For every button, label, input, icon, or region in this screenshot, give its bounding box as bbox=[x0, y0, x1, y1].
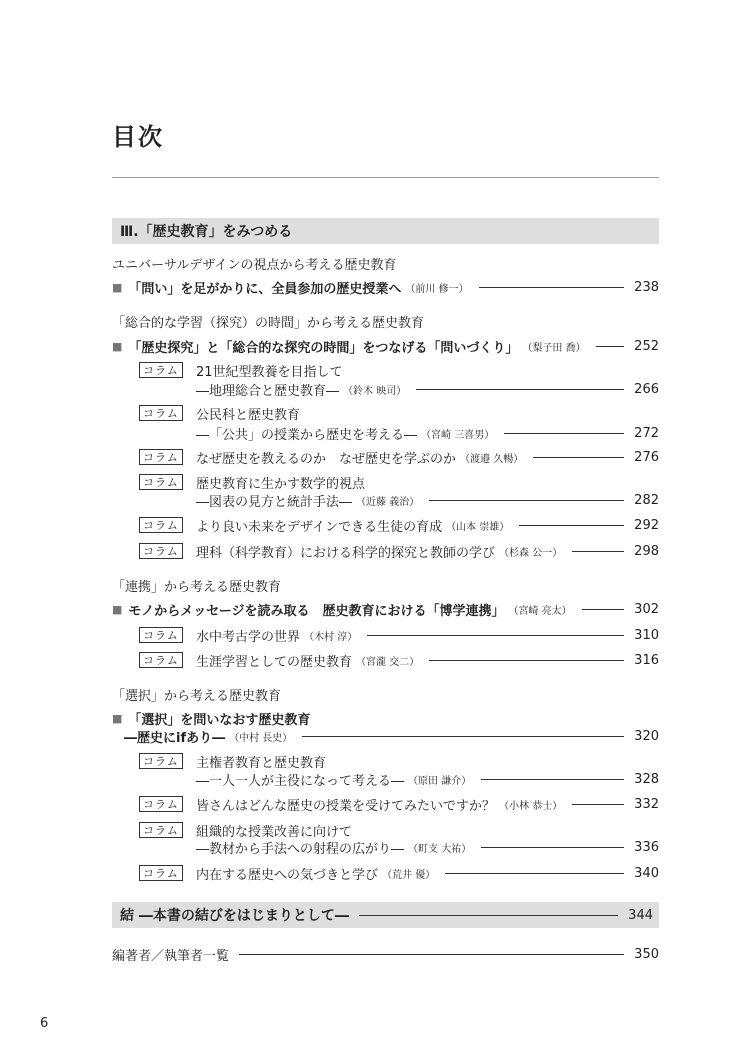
entry-page: 328 bbox=[634, 771, 659, 787]
column-entry[interactable] bbox=[196, 424, 659, 442]
group-heading: 「選択」から考える歴史教育 bbox=[112, 688, 282, 704]
group-heading: ユニバーサルデザインの視点から考える歴史教育 bbox=[112, 257, 397, 273]
column-title: より良い未来をデザインできる生徒の育成 bbox=[196, 519, 443, 535]
column-title: 主権者教育と歴史教育 bbox=[196, 755, 327, 771]
entry-page: 272 bbox=[634, 425, 659, 441]
column-tag: コラム bbox=[139, 543, 183, 559]
entry-author: （山本 崇雄） bbox=[446, 521, 510, 533]
entry-page: 282 bbox=[634, 492, 659, 508]
column-title: なぜ歴史を教えるのか なぜ歴史を学ぶのか bbox=[196, 451, 457, 467]
column-tag: コラム bbox=[139, 822, 183, 838]
column-entry[interactable] bbox=[196, 770, 659, 788]
entry-author: （原田 謙介） bbox=[408, 775, 472, 787]
column-tag: コラム bbox=[139, 796, 183, 812]
column-title: 公民科と歴史教育 bbox=[196, 407, 301, 423]
entry-page: 336 bbox=[634, 839, 659, 855]
entry-page: 252 bbox=[634, 338, 659, 354]
editors-entry[interactable] bbox=[112, 945, 659, 963]
entry-author: （木村 淳） bbox=[304, 631, 358, 643]
column-tag: コラム bbox=[139, 517, 183, 533]
entry-page: 276 bbox=[634, 449, 659, 465]
toc-entry[interactable] bbox=[112, 278, 659, 296]
entry-subtitle: ―歴史にifあり― bbox=[124, 730, 226, 746]
toc-entry[interactable] bbox=[112, 337, 659, 355]
entry-page: 316 bbox=[634, 652, 659, 668]
column-title: 組織的な授業改善に向けて bbox=[196, 824, 353, 840]
entry-page: 302 bbox=[634, 601, 659, 617]
leader-line bbox=[572, 804, 624, 805]
column-tag: コラム bbox=[139, 652, 183, 668]
column-subtitle: ―教材から手法への射程の広がり― bbox=[196, 841, 405, 857]
leader-line bbox=[481, 847, 624, 848]
page-title: 目次 bbox=[112, 123, 164, 151]
column-title: 皆さんはどんな歴史の授業を受けてみたいですか？ bbox=[196, 798, 496, 814]
leader-line bbox=[302, 736, 624, 737]
column-entry[interactable] bbox=[196, 491, 659, 509]
square-bullet-icon: ■ bbox=[112, 339, 123, 353]
column-title: 歴史教育に生かす数学的視点 bbox=[196, 476, 366, 492]
column-title: 理科（科学教育）における科学的探究と教師の学び bbox=[196, 545, 496, 561]
leader-line bbox=[416, 389, 624, 390]
leader-line bbox=[533, 457, 624, 458]
group-heading: 「総合的な学習（探究）の時間」から考える歴史教育 bbox=[112, 315, 425, 331]
entry-author: （近藤 義治） bbox=[356, 496, 420, 508]
column-entry[interactable] bbox=[196, 838, 659, 856]
column-entry[interactable] bbox=[196, 448, 659, 466]
leader-line bbox=[239, 954, 624, 955]
column-entry[interactable] bbox=[196, 380, 659, 398]
column-entry[interactable] bbox=[196, 516, 659, 534]
title-divider bbox=[112, 177, 659, 178]
column-subtitle: ―図表の見方と統計手法― bbox=[196, 494, 353, 510]
editors-label: 編著者／執筆者一覧 bbox=[112, 948, 230, 964]
entry-author: （宮崎 三喜男） bbox=[421, 429, 495, 441]
square-bullet-icon: ■ bbox=[112, 602, 123, 616]
column-tag: コラム bbox=[139, 865, 183, 881]
entry-title: 「選択」を問いなおす歴史教育 bbox=[128, 712, 311, 728]
entry-title: 「歴史探究」と「総合的な探究の時間」をつなげる「問いづくり」 bbox=[128, 340, 519, 356]
section-label: Ⅲ.「歴史教育」をみつめる bbox=[120, 224, 293, 240]
leader-line bbox=[572, 551, 624, 552]
column-tag: コラム bbox=[139, 405, 183, 421]
leader-line bbox=[359, 915, 618, 916]
entry-author: （町支 大祐） bbox=[408, 843, 472, 855]
column-subtitle: ―「公共」の授業から歴史を考える― bbox=[196, 427, 418, 443]
entry-author: （杉森 公一） bbox=[499, 547, 563, 559]
entry-author: （宮瀧 交二） bbox=[356, 656, 420, 668]
leader-line bbox=[429, 500, 624, 501]
entry-page: 344 bbox=[628, 907, 653, 923]
entry-author: （渡邉 久暢） bbox=[460, 453, 524, 465]
column-tag: コラム bbox=[139, 474, 183, 490]
page-number: 6 bbox=[40, 1016, 49, 1031]
toc-entry[interactable] bbox=[124, 727, 659, 745]
column-tag: コラム bbox=[139, 449, 183, 465]
entry-title: モノからメッセージを読み取る 歴史教育における「博学連携」 bbox=[128, 603, 505, 619]
column-entry[interactable] bbox=[196, 864, 659, 882]
column-subtitle: ―一人一人が主役になって考える― bbox=[196, 773, 405, 789]
conclusion-entry[interactable] bbox=[112, 902, 659, 928]
conclusion-label: 結 ―本書の結びをはじまりとして― bbox=[120, 908, 349, 924]
entry-author: （中村 長史） bbox=[229, 732, 293, 744]
group-heading: 「連携」から考える歴史教育 bbox=[112, 579, 282, 595]
column-entry[interactable] bbox=[196, 651, 659, 669]
entry-page: 292 bbox=[634, 517, 659, 533]
column-title: 内在する歴史への気づきと学び bbox=[196, 867, 379, 883]
entry-page: 332 bbox=[634, 796, 659, 812]
column-title: 21世紀型教養を目指して bbox=[196, 364, 343, 380]
column-entry[interactable] bbox=[196, 626, 659, 644]
toc-entry-title-line[interactable] bbox=[112, 709, 310, 727]
leader-line bbox=[519, 525, 624, 526]
entry-author: （宮崎 亮太） bbox=[508, 605, 572, 617]
leader-line bbox=[582, 609, 624, 610]
leader-line bbox=[481, 779, 624, 780]
entry-page: 340 bbox=[634, 865, 659, 881]
entry-author: （荒井 優） bbox=[382, 869, 436, 881]
column-title: 生涯学習としての歴史教育 bbox=[196, 654, 353, 670]
toc-entry[interactable] bbox=[112, 600, 659, 618]
entry-page: 266 bbox=[634, 381, 659, 397]
square-bullet-icon: ■ bbox=[112, 280, 123, 294]
column-tag: コラム bbox=[139, 362, 183, 378]
entry-author: （小林 恭士） bbox=[499, 800, 563, 812]
leader-line bbox=[445, 873, 624, 874]
entry-author: （鈴木 映司） bbox=[343, 385, 407, 397]
entry-author: （梨子田 喬） bbox=[522, 342, 586, 354]
column-tag: コラム bbox=[139, 627, 183, 643]
square-bullet-icon: ■ bbox=[112, 711, 123, 725]
entry-page: 320 bbox=[634, 728, 659, 744]
column-entry[interactable] bbox=[196, 795, 659, 813]
entry-page: 298 bbox=[634, 543, 659, 559]
column-tag: コラム bbox=[139, 753, 183, 769]
leader-line bbox=[429, 660, 624, 661]
entry-title: 「問い」を足がかりに、全員参加の歴史授業へ bbox=[128, 281, 402, 297]
entry-page: 350 bbox=[634, 946, 659, 962]
leader-line bbox=[367, 635, 624, 636]
column-title: 水中考古学の世界 bbox=[196, 629, 301, 645]
leader-line bbox=[504, 433, 624, 434]
entry-page: 238 bbox=[634, 279, 659, 295]
section-header[interactable] bbox=[112, 218, 659, 244]
column-subtitle: ―地理総合と歴史教育― bbox=[196, 383, 340, 399]
leader-line bbox=[479, 287, 625, 288]
column-entry[interactable] bbox=[196, 542, 659, 560]
leader-line bbox=[596, 346, 625, 347]
entry-author: （前川 修一） bbox=[405, 283, 469, 295]
entry-page: 310 bbox=[634, 627, 659, 643]
